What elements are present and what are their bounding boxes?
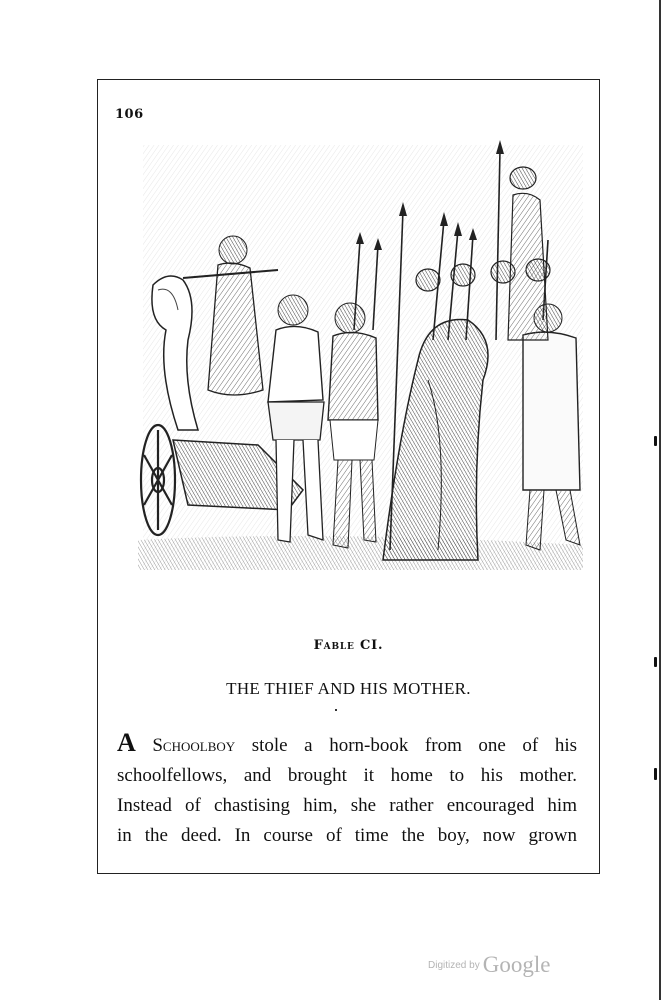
drop-cap: A — [117, 728, 136, 757]
page-frame — [97, 79, 600, 874]
fable-title: THE THIEF AND HIS MOTHER. — [226, 679, 471, 698]
edge-mark — [654, 436, 657, 446]
small-caps-word: Schoolboy — [152, 735, 236, 756]
body-line: in the deed. In course of time the boy, now grown — [117, 825, 577, 846]
digitization-watermark — [428, 952, 550, 978]
fable-number: Fable CI. — [313, 638, 384, 653]
watermark-prefix: Digitized by — [428, 960, 480, 971]
watermark-brand: Google — [482, 952, 551, 977]
body-line: schoolfellows, and brought it home to his mother. — [117, 765, 577, 786]
edge-mark — [654, 768, 657, 780]
print-speck — [335, 709, 337, 711]
body-line — [117, 728, 577, 761]
fable-body-text — [117, 728, 577, 851]
page-number: 106 — [115, 107, 144, 122]
body-line-text: stole a horn-book from one of his — [235, 735, 578, 756]
edge-mark — [654, 657, 657, 667]
engraving-illustration — [128, 140, 588, 585]
body-line: Instead of chastising him, she rather encouraged him — [117, 795, 577, 816]
